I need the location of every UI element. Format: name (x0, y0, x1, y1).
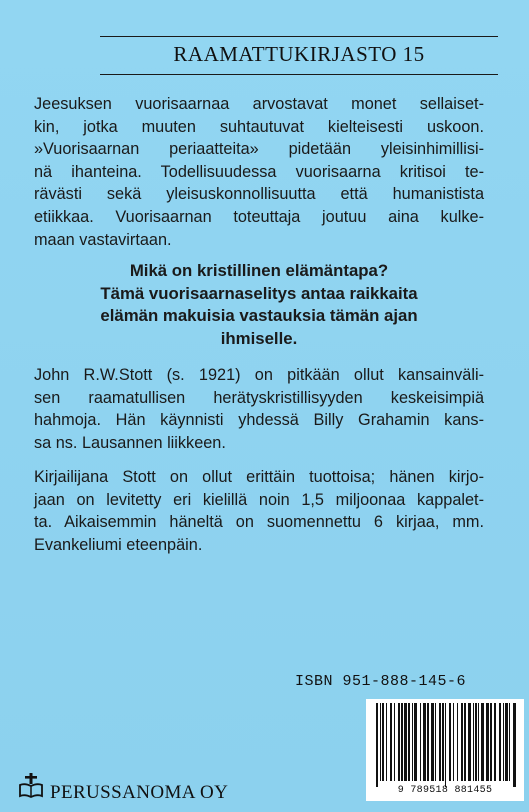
intro-line: kin, jotka muuten suhtautuvat kielteisesti uskoon. (34, 117, 484, 136)
barcode-bar (439, 703, 441, 781)
barcode-bar (412, 703, 413, 781)
barcode-bar (486, 703, 489, 781)
intro-line: »Vuorisaarnan periaatteita» pidetään yleisinhimillisi- (34, 140, 484, 159)
author-line: John R.W.Stott (s. 1921) on pitkään ollut kansainväli- (34, 366, 484, 384)
barcode-bar (503, 703, 504, 781)
bottom-rule (100, 74, 498, 75)
barcode-bar (468, 703, 471, 781)
intro-line: Jeesuksen vuorisaarnaa arvostavat monet sellaiset- (34, 95, 484, 113)
barcode-bar (509, 703, 510, 781)
works-line: ta. Aikaisemmin häneltä on suomennettu 6 kirjaa, mm. (34, 513, 484, 532)
barcode-bar (473, 703, 474, 781)
barcode-bar (481, 703, 484, 781)
barcode-bar (382, 703, 384, 781)
barcode (366, 699, 524, 801)
barcode-bar (453, 703, 454, 781)
barcode-bar (431, 703, 434, 781)
barcode-bar (423, 703, 426, 781)
publisher-name: PERUSSANOMA OY (50, 782, 229, 803)
barcode-bar (449, 703, 451, 781)
barcode-bar (408, 703, 410, 781)
author-paragraph (34, 364, 484, 454)
author-line: sa ns. Lausannen liikkeen. (34, 433, 226, 452)
intro-line: etiikkaa. Vuorisaarnan toteuttaja joutuu aina kulke- (34, 207, 484, 226)
barcode-bar (414, 703, 417, 781)
barcode-bar (420, 703, 421, 781)
series-title: RAAMATTUKIRJASTO 15 (173, 42, 425, 66)
highlight-line: ihmiselle. (220, 328, 298, 348)
barcode-bar (457, 703, 458, 781)
highlight-line: Mikä on kristillinen elämäntapa? (129, 261, 389, 280)
barcode-bars (366, 699, 524, 789)
isbn-label: ISBN 951-888-145-6 (295, 673, 467, 690)
barcode-bar (513, 703, 516, 787)
barcode-bar (394, 703, 395, 781)
works-line: Evankeliumi eteenpäin. (34, 535, 203, 554)
highlight-paragraph (34, 260, 484, 350)
barcode-bar (380, 703, 381, 781)
barcode-bar (494, 703, 496, 781)
barcode-bar (390, 703, 392, 781)
intro-line: nä ihanteina. Todellisuudessa vuorisaarna kritisoi te- (34, 162, 484, 181)
barcode-bar (464, 703, 466, 781)
barcode-bar (404, 703, 407, 781)
author-line: sen raamatullisen herätyskristillisyyden keskeisimpiä (34, 388, 484, 407)
barcode-bar (401, 703, 403, 781)
intro-line: maan vastavirtaan. (34, 230, 172, 249)
barcode-bar (445, 703, 446, 787)
barcode-bar (442, 703, 444, 781)
barcode-bar (427, 703, 429, 781)
barcode-bar (475, 703, 477, 781)
intro-paragraph (34, 93, 484, 251)
works-line: Kirjailijana Stott on ollut erittäin tuottoisa; hänen kirjo- (34, 468, 484, 486)
barcode-bar (435, 703, 436, 781)
barcode-bar (499, 703, 501, 781)
barcode-bar (376, 703, 378, 787)
intro-line: rävästi sekä yleisuskonnollisuutta että humanistista (34, 185, 484, 204)
barcode-bar (386, 703, 387, 781)
cross-book-logo-icon (18, 772, 44, 803)
works-paragraph (34, 466, 484, 556)
barcode-bar (398, 703, 400, 781)
highlight-line: Tämä vuorisaarnaselitys antaa raikkaita (100, 283, 418, 303)
publisher (18, 772, 228, 803)
barcode-bar (490, 703, 492, 781)
top-rule (100, 36, 498, 37)
highlight-line: elämän makuisia vastauksia tämän ajan (100, 306, 418, 326)
barcode-bar (461, 703, 463, 781)
barcode-bar (505, 703, 508, 781)
author-line: hahmoja. Hän käynnisti yhdessä Billy Grahamin kans- (34, 411, 484, 430)
works-line: jaan on levitetty eri kielillä noin 1,5 miljoonaa kappalet- (34, 490, 484, 509)
barcode-bar (478, 703, 479, 781)
barcode-number: 9 789518 881455 (397, 785, 493, 796)
